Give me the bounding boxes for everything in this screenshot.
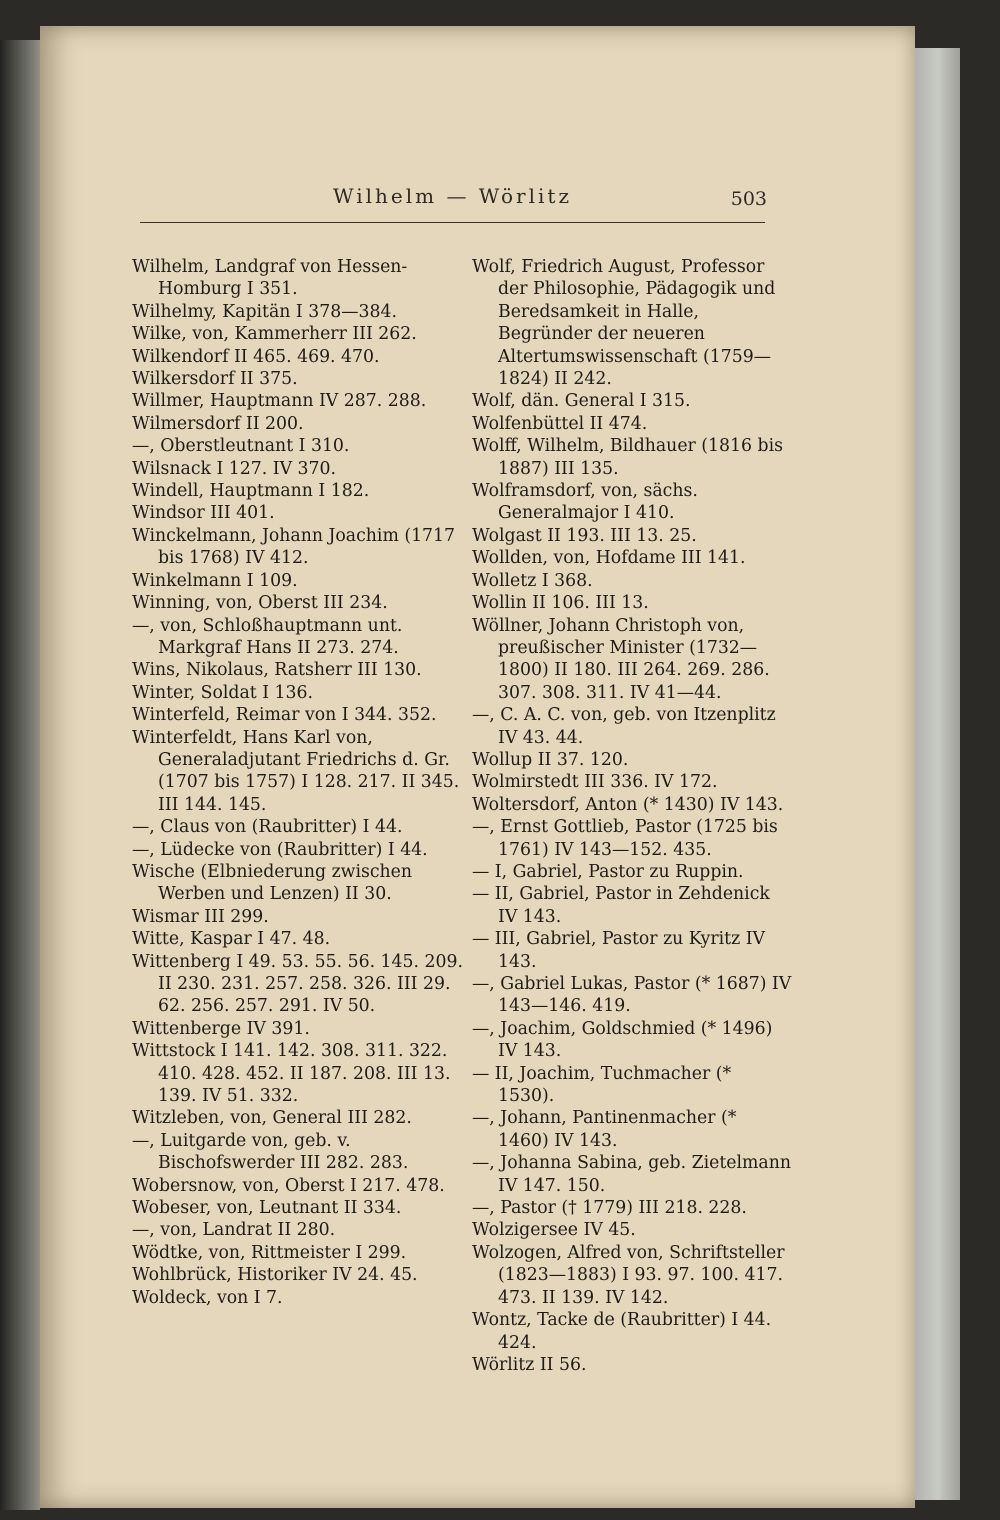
- index-entry: Wilhelm, Landgraf von Hessen-Homburg I 351.: [132, 257, 408, 300]
- index-entry: Wittenberg I 49. 53. 55. 56. 145. 209. II 230. 231. 257. 258. 326. III 29. 62. 256. 257. 291. IV 50.: [132, 951, 464, 1017]
- index-entry: Wolff, Wilhelm, Bildhauer (1816 bis 1887) III 135.: [472, 436, 783, 479]
- index-entry: —, Johann, Pantinenmacher (* 1460) IV 143.: [472, 1108, 737, 1151]
- index-entry: —, von, Landrat II 280.: [132, 1220, 336, 1241]
- index-entry: —, Joachim, Goldschmied (* 1496) IV 143.: [472, 1018, 773, 1062]
- index-entry: —, Claus von (Raubritter) I 44.: [132, 817, 403, 838]
- index-entry: —, Lüdecke von (Raubritter) I 44.: [132, 839, 428, 860]
- index-entry: Wobeser, von, Leutnant II 334.: [132, 1198, 402, 1219]
- index-entry: Wolmirstedt III 336. IV 172.: [472, 772, 718, 793]
- index-entry: —, Luitgarde von, geb. v. Bischofswerder III 282. 283.: [132, 1130, 409, 1174]
- running-head: Wilhelm — Wörlitz: [333, 184, 572, 208]
- index-entry: Wilkersdorf II 375.: [132, 369, 298, 390]
- book-page: [40, 26, 915, 1508]
- index-entry: Winter, Soldat I 136.: [132, 682, 314, 703]
- index-entry: Wörlitz II 56.: [472, 1354, 587, 1375]
- page-number: 503: [730, 188, 767, 210]
- index-entry: Wolf, dän. General I 315.: [472, 391, 691, 412]
- index-entry: Wins, Nikolaus, Ratsherr III 130.: [132, 660, 422, 681]
- index-entry: Wöllner, Johann Christoph von, preußischer Minister (1732—1800) II 180. III 264. 269. 286. 307. 308. 311. IV 41—44.: [472, 615, 770, 703]
- index-entry: Wolletz I 368.: [472, 570, 593, 591]
- index-entry: Wohlbrück, Historiker IV 24. 45.: [132, 1265, 418, 1286]
- index-entry: —, von, Schloßhauptmann unt. Markgraf Hans II 273. 274.: [132, 615, 403, 658]
- index-entry: Wolf, Friedrich August, Professor der Philosophie, Pädagogik und Beredsamkeit in Halle, Begründer der neueren Altertumswissenschaft (1759—1824) II 242.: [472, 257, 776, 390]
- index-entry: Wilke, von, Kammerherr III 262.: [132, 324, 417, 345]
- index-entry: —, Johanna Sabina, geb. Zietelmann IV 147. 150.: [472, 1153, 791, 1196]
- index-entry: Witzleben, von, General III 282.: [132, 1108, 412, 1129]
- index-entry: Wittenberge IV 391.: [132, 1018, 310, 1039]
- index-entry: Wontz, Tacke de (Raubritter) I 44. 424.: [472, 1310, 772, 1353]
- index-entry: Winckelmann, Johann Joachim (1717 bis 1768) IV 412.: [132, 525, 456, 569]
- index-entry: Winterfeld, Reimar von I 344. 352.: [132, 705, 437, 726]
- index-entry: — II, Joachim, Tuchmacher (* 1530).: [472, 1063, 732, 1107]
- index-entry: Wismar III 299.: [132, 906, 269, 927]
- index-entry: Willmer, Hauptmann IV 287. 288.: [132, 391, 427, 412]
- index-column-right: [472, 256, 792, 1376]
- index-entry: Wödtke, von, Rittmeister I 299.: [132, 1242, 407, 1263]
- index-entry: Windell, Hauptmann I 182.: [132, 481, 370, 502]
- index-entry: Witte, Kaspar I 47. 48.: [132, 929, 331, 950]
- index-entry: Woldeck, von I 7.: [132, 1287, 283, 1308]
- index-entry: Wollden, von, Hofdame III 141.: [472, 548, 746, 569]
- index-entry: Wilhelmy, Kapitän I 378—384.: [132, 301, 397, 322]
- index-entry: —, C. A. C. von, geb. von Itzenplitz IV 43. 44.: [472, 705, 776, 748]
- index-entry: Wische (Elbniederung zwischen Werben und Lenzen) II 30.: [132, 861, 413, 905]
- index-entry: Wolzogen, Alfred von, Schriftsteller (1823—1883) I 93. 97. 100. 417. 473. II 139. IV 142.: [472, 1242, 785, 1308]
- index-entry: Winning, von, Oberst III 234.: [132, 593, 388, 614]
- index-entry: Wobersnow, von, Oberst I 217. 478.: [132, 1175, 445, 1196]
- index-entry: —, Oberstleutnant I 310.: [132, 436, 350, 457]
- index-entry: Wollin II 106. III 13.: [472, 593, 649, 614]
- index-entry: Wilkendorf II 465. 469. 470.: [132, 346, 380, 367]
- index-entry: Woltersdorf, Anton (* 1430) IV 143.: [472, 794, 784, 815]
- index-entry: Wolzigersee IV 45.: [472, 1220, 636, 1241]
- index-entry: Wilsnack I 127. IV 370.: [132, 458, 337, 479]
- index-entry: — II, Gabriel, Pastor in Zehdenick IV 143.: [472, 884, 770, 927]
- index-entry: Wolgast II 193. III 13. 25.: [472, 525, 697, 546]
- index-entry: —, Gabriel Lukas, Pastor (* 1687) IV 143—146. 419.: [472, 974, 792, 1017]
- book-cover-edge-left: [0, 40, 40, 1510]
- index-entry: Wittstock I 141. 142. 308. 311. 322. 410. 428. 452. II 187. 208. III 13. 139. IV 51. 332.: [132, 1041, 451, 1107]
- page-header: [140, 178, 765, 223]
- index-entry: Winterfeldt, Hans Karl von, Generaladjutant Friedrichs d. Gr. (1707 bis 1757) I 128. 217. II 345. III 144. 145.: [132, 727, 460, 815]
- index-entry: Wollup II 37. 120.: [472, 749, 629, 770]
- index-entry: — I, Gabriel, Pastor zu Ruppin.: [472, 861, 744, 882]
- index-entry: Windsor III 401.: [132, 503, 275, 524]
- index-entry: Wolframsdorf, von, sächs. Generalmajor I 410.: [472, 481, 698, 524]
- index-entry: — III, Gabriel, Pastor zu Kyritz IV 143.: [472, 929, 765, 972]
- index-entry: —, Ernst Gottlieb, Pastor (1725 bis 1761) IV 143—152. 435.: [472, 817, 778, 860]
- index-entry: Wilmersdorf II 200.: [132, 413, 304, 434]
- index-entry: Wolfenbüttel II 474.: [472, 413, 648, 434]
- index-entry: —, Pastor († 1779) III 218. 228.: [472, 1198, 747, 1219]
- index-column-left: [132, 256, 467, 1309]
- index-entry: Winkelmann I 109.: [132, 570, 298, 591]
